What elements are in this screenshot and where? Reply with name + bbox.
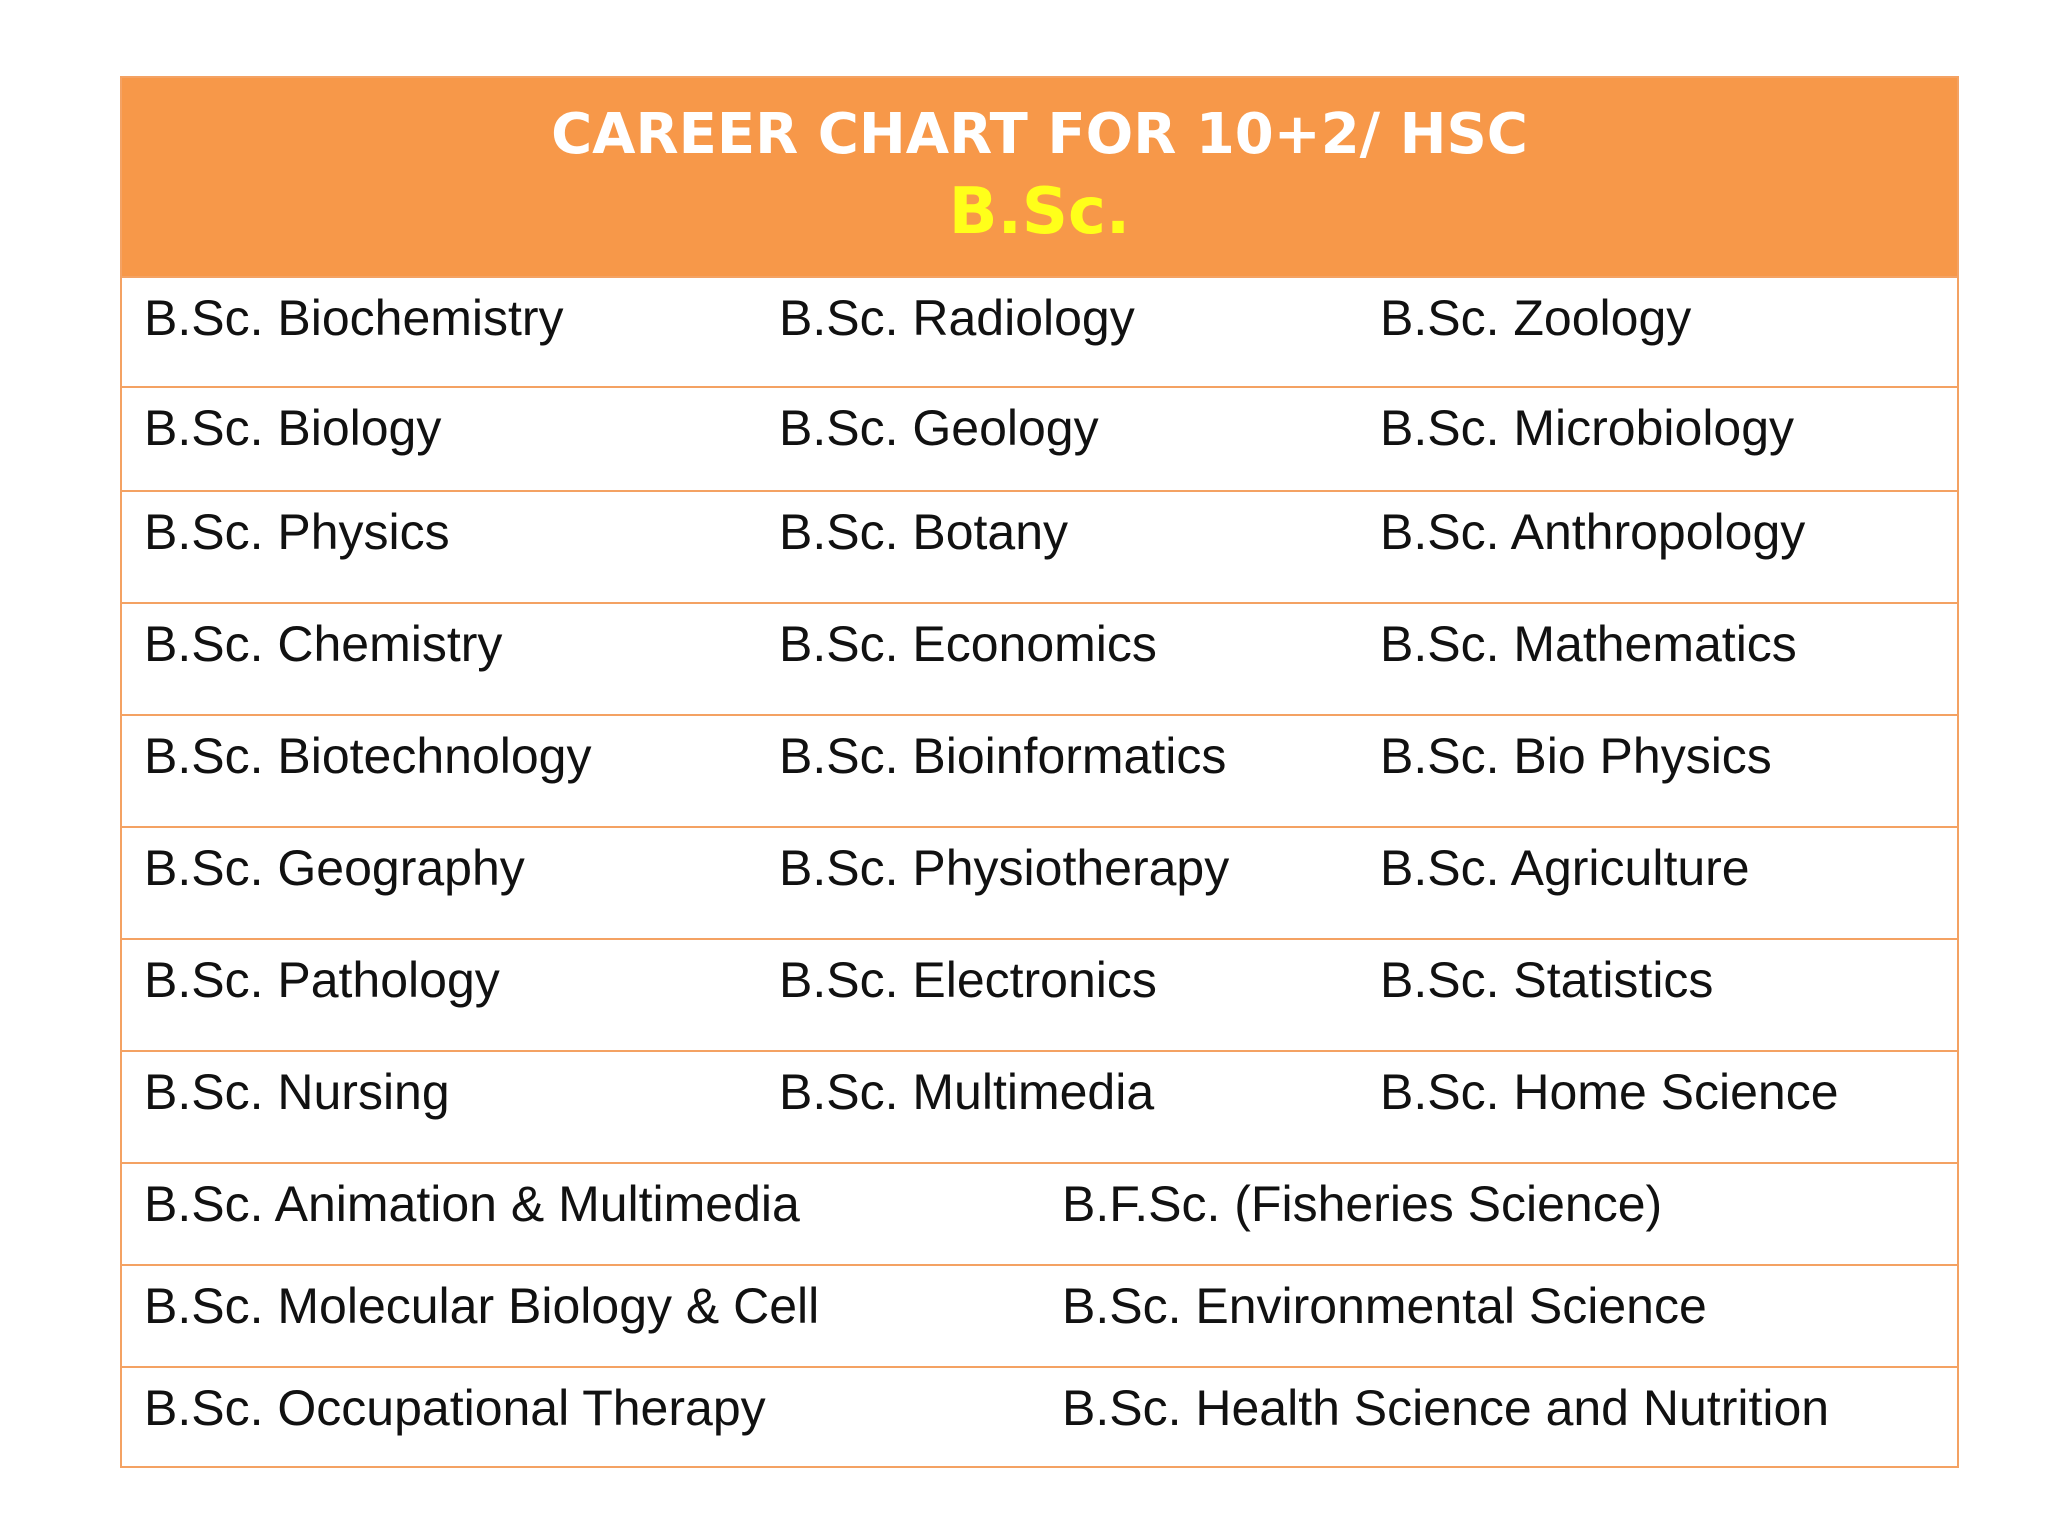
table-row bbox=[122, 276, 1957, 386]
table-cell: B.Sc. Home Science bbox=[1380, 1064, 1839, 1120]
table-row bbox=[122, 1162, 1957, 1264]
table-cell: B.F.Sc. (Fisheries Science) bbox=[1062, 1176, 1663, 1232]
table-cell: B.Sc. Economics bbox=[779, 616, 1157, 672]
table-cell: B.Sc. Molecular Biology & Cell bbox=[144, 1278, 820, 1334]
table-row bbox=[122, 938, 1957, 1050]
table-row bbox=[122, 490, 1957, 602]
table-row bbox=[122, 1264, 1957, 1366]
table-cell: B.Sc. Zoology bbox=[1380, 290, 1692, 346]
table-row bbox=[122, 1366, 1957, 1466]
table-cell: B.Sc. Radiology bbox=[779, 290, 1135, 346]
table-cell: B.Sc. Biotechnology bbox=[144, 728, 592, 784]
table-cell: B.Sc. Pathology bbox=[144, 952, 500, 1008]
table-cell: B.Sc. Health Science and Nutrition bbox=[1062, 1380, 1830, 1436]
chart-subtitle: B.Sc. bbox=[948, 175, 1131, 249]
table-cell: B.Sc. Multimedia bbox=[779, 1064, 1155, 1120]
chart-title: CAREER CHART FOR 10+2/ HSC bbox=[551, 102, 1528, 167]
table-row bbox=[122, 386, 1957, 490]
chart-header bbox=[122, 78, 1957, 276]
table-cell: B.Sc. Anthropology bbox=[1380, 504, 1806, 560]
table-cell: B.Sc. Botany bbox=[779, 504, 1069, 560]
table-cell: B.Sc. Biochemistry bbox=[144, 290, 564, 346]
table-cell: B.Sc. Mathematics bbox=[1380, 616, 1797, 672]
career-chart-table bbox=[120, 76, 1959, 1468]
table-cell: B.Sc. Animation & Multimedia bbox=[144, 1176, 800, 1232]
table-cell: B.Sc. Physics bbox=[144, 504, 450, 560]
table-cell: B.Sc. Statistics bbox=[1380, 952, 1714, 1008]
table-cell: B.Sc. Chemistry bbox=[144, 616, 503, 672]
table-cell: B.Sc. Environmental Science bbox=[1062, 1278, 1707, 1334]
table-cell: B.Sc. Electronics bbox=[779, 952, 1157, 1008]
table-cell: B.Sc. Microbiology bbox=[1380, 400, 1795, 456]
table-row bbox=[122, 714, 1957, 826]
table-cell: B.Sc. Agriculture bbox=[1380, 840, 1750, 896]
table-cell: B.Sc. Geology bbox=[779, 400, 1099, 456]
table-cell: B.Sc. Bioinformatics bbox=[779, 728, 1227, 784]
table-row bbox=[122, 1050, 1957, 1162]
table-cell: B.Sc. Nursing bbox=[144, 1064, 450, 1120]
table-row bbox=[122, 826, 1957, 938]
table-cell: B.Sc. Physiotherapy bbox=[779, 840, 1230, 896]
table-cell: B.Sc. Biology bbox=[144, 400, 442, 456]
table-cell: B.Sc. Bio Physics bbox=[1380, 728, 1772, 784]
table-cell: B.Sc. Geography bbox=[144, 840, 525, 896]
table-row bbox=[122, 602, 1957, 714]
table-cell: B.Sc. Occupational Therapy bbox=[144, 1380, 766, 1436]
